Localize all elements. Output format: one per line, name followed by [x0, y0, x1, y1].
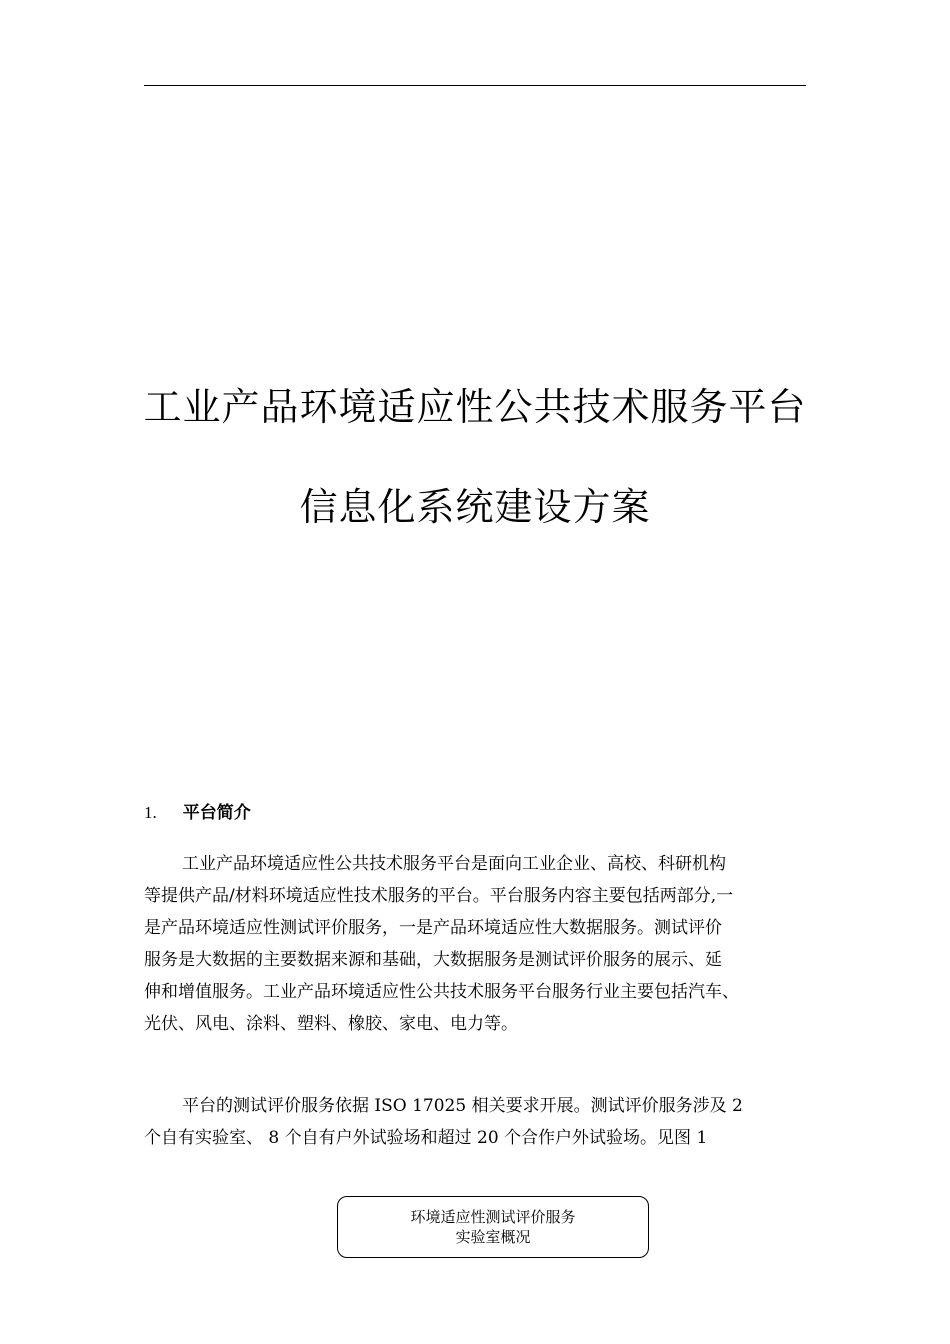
document-title-line-1: 工业产品环境适应性公共技术服务平台: [143, 385, 807, 429]
figure-box-line-2: 实验室概况: [455, 1228, 531, 1246]
figure-box-line-1: 环境适应性测试评价服务: [410, 1208, 576, 1226]
paragraph-line: 工业产品环境适应性公共技术服务平台是面向工业企业、高校、科研机构: [182, 854, 726, 874]
testing-paragraph: [144, 1090, 812, 1154]
intro-paragraph: [144, 848, 812, 1040]
paragraph-line: 等提供产品/材料环境适应性技术服务的平台。平台服务内容主要包括两部分,一: [144, 886, 734, 906]
paragraph-line: 光伏、风电、涂料、塑料、橡胶、家电、电力等。: [144, 1014, 518, 1034]
document-title-line-2: 信息化系统建设方案: [299, 485, 651, 529]
section-title: 平台简介: [182, 803, 251, 823]
paragraph-line: 伸和增值服务。工业产品环境适应性公共技术服务平台服务行业主要包括汽车、: [144, 982, 739, 1002]
paragraph-line: 个自有实验室、 8 个自有户外试验场和超过 20 个合作户外试验场。见图 1: [144, 1128, 708, 1148]
paragraph-line: 服务是大数据的主要数据来源和基础，大数据服务是测试评价服务的展示、延: [144, 950, 722, 970]
paragraph-line: 平台的测试评价服务依据 ISO 17025 相关要求开展。测试评价服务涉及 2: [182, 1096, 743, 1116]
figure-1-box: [337, 1196, 649, 1258]
header-rule: [144, 85, 806, 86]
paragraph-line: 是产品环境适应性测试评价服务，一是产品环境适应性大数据服务。测试评价: [144, 918, 722, 938]
section-number: 1.: [144, 803, 157, 822]
section-heading: [144, 798, 251, 823]
